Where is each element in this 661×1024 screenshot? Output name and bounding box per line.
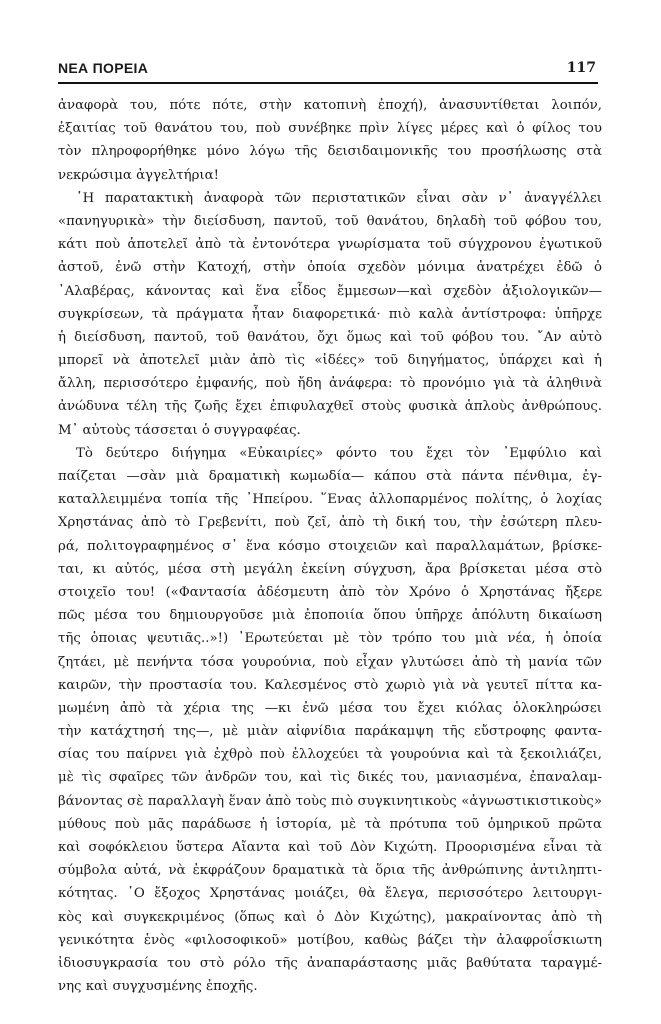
text-line: νεκρώσιμα ἀγγελτήρια! <box>58 167 219 183</box>
text-line: μπορεῖ νὰ ἀποτελεῖ μιὰν ἀπὸ τὶς «ἰδέες» τοῦ διηγήματος, ὑπάρχει καὶ ἡ <box>58 353 602 369</box>
text-line: ἰδιοσυγκρασία του στὸ ρόλο τῆς ἀναπαράστασης μιᾶς βαθύτατα ταραγμέ- <box>58 955 602 971</box>
text-line: ἐξαιτίας τοῦ θανάτου του, ποὺ συνέβηκε πρὶν λίγες μέρες καὶ ὁ φίλος του <box>58 121 602 137</box>
text-line: καιρῶν, τὴν προστασία του. Καλεσμένος στὸ χωριὸ γιὰ νὰ γευτεῖ πίττα κα- <box>58 677 602 693</box>
text-line: κότητας. ῾Ο ἔξοχος Χρηστάνας μοιάζει, θὰ ἔλεγα, περισσότερο λειτουργι- <box>58 886 602 902</box>
text-line: μὲ τὶς σφαῖρες τῶν ἀνδρῶν του, καὶ τὶς δικές του, μανιασμένα, ἐπαναλαμ- <box>58 770 602 786</box>
text-line: γενικότητα ἑνὸς «φιλοσοφικοῦ» μοτίβου, καθὼς βάζει τὴν ἀλαφροΐσκιωτη <box>58 932 602 948</box>
text-line: Τὸ δεύτερο διήγημα «Εὐκαιρίες» φόντο του ἔχει τὸν ᾿Εμφύλιο καὶ <box>76 445 602 461</box>
text-line: κάτι ποὺ ἀποτελεῖ ἀπὸ τὰ ἐντονότερα γνωρίσματα τοῦ σύγχρονου ἐγωτικοῦ <box>58 237 602 253</box>
text-line: ἄλλη, περισσότερο ἐμφανής, ποὺ ἤδη ἀνάφερα: τὸ προνόμιο γιὰ τὰ ἀληθινὰ <box>58 376 602 392</box>
text-line: μωμένη ἀπὸ τὰ χέρια της —κι ἐνῶ μέσα του ἔχει κιόλας ὁλοκληρώσει <box>58 700 602 716</box>
text-line: «πανηγυρικὰ» τὴν διείσδυση, παντοῦ, τοῦ θανάτου, δηλαδὴ τοῦ φόβου του, <box>58 213 602 229</box>
text-line: βάνοντας σὲ παραλλαγὴ ἕναν ἀπὸ τοὺς πιὸ συγκινητικοὺς «ἀγνωστικιστικοὺς» <box>58 793 602 809</box>
text-line: πῶς μέσα του δημιουργοῦσε μιὰ ἐποποιία ὅπου ὑπῆρχε ἀπόλυτη δικαίωση <box>58 608 602 624</box>
paragraph <box>58 94 602 187</box>
paragraph <box>58 187 602 442</box>
text-line: ρά, πολιτογραφημένος σ᾿ ἕνα κόσμο στοιχειῶν καὶ παραλλαμάτων, βρίσκε- <box>58 538 602 554</box>
text-line: ἀναφορὰ του, πότε πότε, στὴν κατοπινὴ ἐποχή), ἀνασυντίθεται λοιπόν, <box>58 98 602 113</box>
text-line: ᾿Αλαβέρας, κάνοντας καὶ ἕνα εἶδος ἔμμεσων—καὶ σχεδὸν ἀξιολογικῶν— <box>58 283 602 299</box>
text-line: νης καὶ συγχυσμένης ἐποχῆς. <box>58 979 258 995</box>
article-body <box>58 94 602 998</box>
text-line: στοιχεῖο του! («Φαντασία ἀδέσμευτη ἀπὸ τὸν Χρόνο ὁ Χρηστάνας ἤξερε <box>58 584 602 600</box>
text-line: κὸς καὶ συγκεκριμένος (ὅπως καὶ ὁ Δὸν Κιχώτης), μακραίνοντας ἀπὸ τὴ <box>58 909 602 925</box>
text-line: τὸν πληροφορήθηκε μόνο λόγω τῆς δεισιδαιμονικῆς του προσήλωσης στὰ <box>58 144 602 160</box>
text-line: Μ᾿ αὐτοὺς τάσσεται ὁ συγγραφέας. <box>58 422 301 438</box>
text-line: ται, κι αὐτός, μέσα στὴ μεγάλη ἐκείνη σύγχυση, ἄρα βρίσκεται μέσα στὸ <box>58 561 602 577</box>
text-line: ἀνώδυνα τέλη τῆς ζωῆς ἔχει ἐπιφυλαχθεῖ στοὺς φυσικὰ ἁπλοὺς ἀνθρώπους. <box>58 399 602 415</box>
text-line: Χρηστάνας ἀπὸ τὸ Γρεβενίτι, ποὺ ζεῖ, ἀπὸ τὴ δική του, τὴν ἐσώτερη πλευ- <box>58 515 602 531</box>
text-line: τὴν κατάχτησή της—, μὲ μιὰν αἰφνίδια παράκαμψη τῆς εὔστροφης φαντα- <box>58 724 602 740</box>
text-line: ζητάει, μὲ πενήντα τόσα γουρούνια, ποὺ εἶχαν γλυτώσει ἀπὸ τὴ μανία τῶν <box>58 654 602 670</box>
text-line: ἀστοῦ, ἐνῶ στὴν Κατοχή, στὴν ὁποία σχεδὸν μόνιμα ἀνατρέχει ἐδῶ ὁ <box>58 260 602 276</box>
paragraph <box>58 442 602 999</box>
running-head <box>58 60 598 84</box>
text-line: καταλλειμμένα τοπία τῆς ᾿Ηπείρου. ῞Ενας ἀλλοπαρμένος πολίτης, ὁ λοχίας <box>58 492 602 508</box>
text-line: ἡ διείσδυση, παντοῦ, τοῦ θανάτου, ὄχι ὅμως καὶ τοῦ φόβου του. ῎Αν αὐτὸ <box>58 329 602 345</box>
text-line: μύθους ποὺ μᾶς παράδωσε ἡ ἱστορία, μὲ τὰ πρότυπα τοῦ ὁμηρικοῦ πρῶτα <box>58 816 602 832</box>
text-line: σίας του παίρνει γιὰ ἐχθρὸ ποὺ ἐλλοχεύει τὰ γουρούνια καὶ τὰ ξεκοιλιάζει, <box>58 747 602 763</box>
journal-title: ΝΕΑ ΠΟΡΕΙΑ <box>58 60 149 76</box>
text-line: σύμβολα αὐτά, νὰ ἐκφράζουν δραματικὰ τὰ ὅρια τῆς ἀνθρώπινης ἀντιληπτι- <box>58 863 602 879</box>
text-line: συγκρίσεων, τὰ πράγματα ἦταν διαφορετικά· πιὸ καλὰ ἀντίστροφα: ὑπῆρχε <box>58 306 602 322</box>
text-line: παίζεται —σὰν μιὰ δραματικὴ κωμωδία— κάπου στὰ πάντα πένθιμα, ἐγ- <box>58 469 602 484</box>
text-line: ῾Η παρατακτικὴ ἀναφορὰ τῶν περιστατικῶν εἶναι σὰν ν᾿ ἀναγγέλλει <box>76 190 602 206</box>
text-line: τῆς ὁποιας ψευτιᾶς..»!) ᾿Ερωτεύεται μὲ τὸν τρόπο του μιὰ νέα, ἡ ὁποία <box>58 631 602 647</box>
page-number: 117 <box>566 60 596 76</box>
text-line: καὶ σοφόκλειου ὕστερα Αἴαντα καὶ τοῦ Δὸν Κιχώτη. Προορισμένα εἶναι τὰ <box>58 840 602 855</box>
